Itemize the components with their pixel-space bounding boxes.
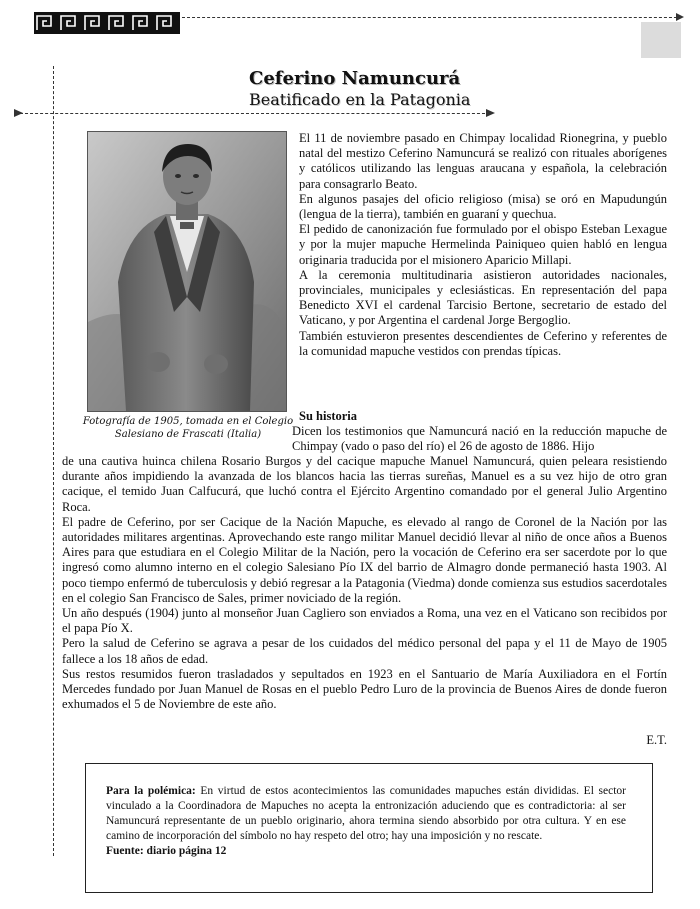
right-arrow-icon (486, 109, 495, 117)
article-subtitle: Beatificado en la Patagonia (249, 90, 471, 109)
top-dashed-line (182, 17, 682, 18)
polemic-label: Para la polémica: (106, 785, 196, 797)
vertical-dashed-line (53, 66, 54, 856)
section-heading: Su historia (299, 409, 358, 423)
portrait-image (88, 132, 286, 411)
historia-paragraph: Sus restos resumidos fueron trasladados y sepultados en 1923 en el Santuario de María Auxiliadora en el Fortín Mercedes fundado por Juan Manuel de Rosas en el pueblo Pedro Luro de la provincia de Buenos Aires de donde fueron exhumados el 5 de Noviembre de este año. (62, 666, 667, 712)
page-marker-box (641, 22, 681, 58)
historia-paragraph: Un año después (1904) junto al monseñor Juan Cagliero son enviados a Roma, una vez en el Vaticano son recibidos por el papa Pío X. (62, 606, 667, 636)
polemic-source: Fuente: diario página 12 (106, 845, 227, 857)
intro-paragraph: A la ceremonia multitudinaria asistieron autoridades nacionales, provinciales, municipales y eclesiásticas. En representación del papa Benedicto XVI el cardenal Tarcisio Bertone, secretario de estado del Vaticano, y por Argentina el cardenal Jorge Bergoglio. (299, 267, 667, 328)
historia-paragraph: de una cautiva huinca chilena Rosario Burgos y del cacique mapuche Manuel Namuncurá, quien peleara resistiendo durante años impidiendo la avanzada de los blancos hacia las tierras sureñas, Manuel es a su vez hijo de otro gran cacique, el temido Juan Calfucurá, que luchó contra el Ejército Argentino comandado por el general Julio Argentino Roca. (62, 454, 667, 514)
polemic-box (85, 763, 653, 893)
photo-caption: Fotografía de 1905, tomada en el Colegio Salesiano de Frascati (Italia) (82, 416, 294, 440)
polemic-text: En virtud de estos acontecimientos las comunidades mapuches están divididas. El sector vinculado a la Coordinadora de Mapuches no acepta la entronización aduciendo que es contradictoria: al ser Namuncurá representante de un pueblo originario, ahora termina siendo absorbido por otra cultura. Y en ese camino de incorporación del símbolo no hay respeto del otro; hay una imposición y no rescate. (106, 785, 626, 842)
intro-paragraph: El pedido de canonización fue formulado por el obispo Esteban Lexague y por la mujer mapuche Hermelinda Painiqueo quien habló en lengua originaria traducida por el misionero Aparicio Millapi. (299, 222, 667, 267)
left-arrow-icon (14, 109, 23, 117)
historia-body (62, 454, 667, 712)
historia-paragraph: Pero la salud de Ceferino se agrava a pesar de los cuidados del médico personal del papa y el 11 de Mayo de 1905 fallece a los 18 años de edad. (62, 636, 667, 666)
intro-paragraph: También estuvieron presentes descendientes de Ceferino y referentes de la comunidad mapuche vestidos con prendas típicas. (299, 328, 667, 358)
historia-first-line: Dicen los testimonios que Namuncurá nació en la reducción mapuche de Chimpay (vado o paso del río) el 26 de agosto de 1886. Hijo (292, 424, 667, 454)
portrait-photo (87, 131, 287, 412)
top-arrow-icon (676, 13, 684, 21)
title-dashed-line (20, 113, 490, 114)
intro-column (299, 131, 667, 359)
intro-paragraph: El 11 de noviembre pasado en Chimpay localidad Rionegrina, y pueblo natal del mestizo Ceferino Namuncurá se realizó con rituales aborígenes y católicos utilizando las lenguas araucana y española, la celebración para consagrarlo Beato. (299, 131, 667, 191)
historia-paragraph: El padre de Ceferino, por ser Cacique de la Nación Mapuche, es elevado al rango de Coronel de la Nación por las autoridades militares argentinas. Aprovechando este rango militar Manuel decidió llevar al niño de once años a Buenos Aires para que estudiara en el Colegio Militar de la Nación, pero la vocación de Ceferino era ser sacerdote por lo que ingresó como alumno interno en el colegio Salesiano Pío IX del barrio de Almagro donde permaneció hasta 1903. Al poco tiempo enfermó de tuberculosis y debió regresar a la Patagonia (Viedma) donde comienza sus estudios sacerdotales en el colegio San Francisco de Sales, primer noviciado de la región. (62, 514, 667, 605)
article-title: Ceferino Namuncurá (249, 68, 461, 89)
author-signature: E.T. (646, 733, 667, 747)
greek-key-border (34, 12, 180, 34)
intro-paragraph: En algunos pasajes del oficio religioso (misa) se oró en Mapudungún (lengua de la tierra), también en guaraní y quechua. (299, 191, 667, 222)
